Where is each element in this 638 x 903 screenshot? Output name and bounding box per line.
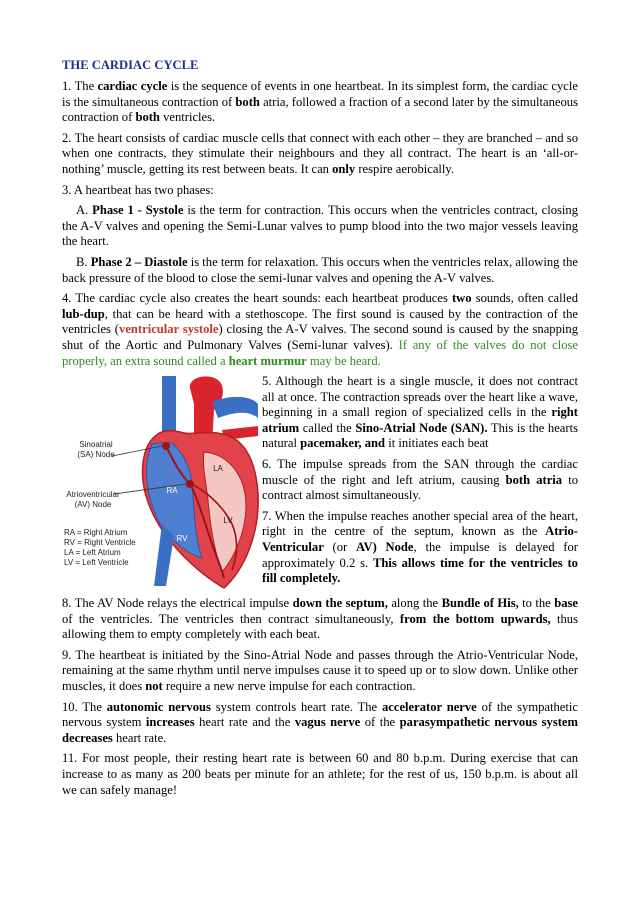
bold-text: base <box>554 596 578 611</box>
paragraph-8 <box>62 596 578 643</box>
av-node-marker <box>186 480 194 488</box>
text: heart rate. <box>112 730 167 745</box>
ra-label: RA <box>166 486 178 496</box>
bold-text: right atrium <box>262 405 578 435</box>
bold-text: Bundle of His, <box>441 596 519 611</box>
bold-text: not <box>145 679 163 694</box>
label-line: (AV) Node <box>74 500 112 510</box>
text: of the ventricles. The ventricles then contract simultaneously, <box>62 611 400 626</box>
bold-text: autonomic nervous <box>106 699 211 714</box>
green-bold-text: heart murmur <box>228 353 307 368</box>
text: 10. The <box>62 699 107 714</box>
figure-row <box>62 374 578 592</box>
paragraph-9 <box>62 648 578 695</box>
av-node-label <box>62 490 124 510</box>
text: 4. The cardiac cycle also creates the heart sounds: each heartbeat produces <box>62 291 452 306</box>
label-line: Sinoatrial <box>79 440 113 450</box>
text: of the <box>360 715 400 730</box>
label-line: Atrioventricular <box>66 490 120 500</box>
text: is the term for relaxation. This occurs when the ventricles relax, allowing the back pressure of the blood to close the semi-lunar valves and opening the A-V valves. <box>62 254 579 285</box>
text: to contract almost simultaneously. <box>262 472 578 503</box>
paragraph-3: 3. A heartbeat has two phases: <box>62 182 214 197</box>
bold-text: and <box>364 436 386 451</box>
text: require a new nerve impulse for each contraction. <box>162 679 416 694</box>
text: is the term for contraction. This occurs when the ventricles contract, closing the A-V valves and opening the Semi-Lunar valves to pump blood into the two major vessels leaving the heart. <box>62 203 579 249</box>
paragraph-1 <box>62 79 578 126</box>
pulmonary-artery <box>212 397 258 418</box>
document-title: THE CARDIAC CYCLE <box>62 58 199 72</box>
paragraph-2 <box>62 131 578 178</box>
sa-node-label <box>66 440 126 460</box>
text: , the impulse is delayed for approximately 0.2 s. <box>262 540 578 570</box>
text: thus allowing them to empty completely with each beat. <box>62 611 578 642</box>
bold-text: down the septum, <box>292 596 388 611</box>
text: 6. The impulse spreads from the SAN through the cardiac muscle of the right and left atrium, causing <box>262 457 578 487</box>
text: heart rate and the <box>194 715 295 730</box>
rv-label: RV <box>176 534 188 544</box>
bold-text: AV) Node <box>356 540 414 555</box>
paragraph-10 <box>62 700 578 747</box>
heart-diagram <box>62 374 262 592</box>
text: 5. Although the heart is a single muscle, it does not contract all at once. The contraction spreads over the heart like a wave, beginning in a small region of specialized cells in the <box>262 374 578 420</box>
figure-side-text <box>262 374 578 592</box>
legend-item: LV = Left Ventricle <box>64 558 129 568</box>
sa-node-marker <box>162 442 170 450</box>
bold-text: cardiac cycle <box>97 79 168 93</box>
bold-text: accelerator nerve <box>381 699 477 714</box>
chamber-legend <box>64 528 148 568</box>
text: 7. When the impulse reaches another special area of the heart, right in the centre of the septum, known as the <box>262 508 578 539</box>
bold-text: both atria <box>505 472 563 487</box>
paragraph-phase-2 <box>62 255 578 286</box>
text: ) closing the A-V valves. The second sound is caused by the snapping shut of the Aortic and Pulmonary Valves (Semi-lunar valves). <box>62 322 578 352</box>
bold-text: parasympathetic nervous system decreases <box>62 715 578 745</box>
legend-item: RV = Right Ventricle <box>64 538 136 548</box>
text: This is the hearts natural <box>262 420 578 451</box>
lv-label: LV <box>223 516 233 526</box>
text: to the <box>518 596 555 611</box>
bold-text: both <box>235 94 260 109</box>
text: is the sequence of events in one heartbeat. In its simplest form, the cardiac cycle is the simultaneous contraction of <box>62 79 578 109</box>
red-highlight-text: ventricular systole <box>119 322 219 337</box>
text: of the sympathetic nervous system <box>62 699 578 730</box>
text: 2. The heart consists of cardiac muscle cells that connect with each other – they are branched – and so when one contracts, they stimulate their neighbours and they all contract. The heart is an ‘all-or-nothing’ muscle, getting its rest between beats. It can <box>62 130 578 176</box>
text: A. <box>76 203 93 218</box>
text: 8. The AV Node relays the electrical impulse <box>62 596 293 611</box>
text: B. <box>76 254 91 269</box>
text: 1. The <box>62 79 98 93</box>
text: , that can be heard with a stethoscope. The first sound is caused by the contraction of the ventricles ( <box>62 306 578 337</box>
paragraph-phase-1 <box>62 203 578 250</box>
bold-text: vagus nerve <box>294 715 361 730</box>
bold-text: only <box>332 161 356 176</box>
legend-item: RA = Right Atrium <box>64 528 128 538</box>
paragraph-11: 11. For most people, their resting heart rate is between 60 and 80 b.p.m. During exercise that can increase to as many as 200 beats per minute for an athlete; for the rest of us, 150 b.p.m. is about all we can safely manage! <box>62 751 578 797</box>
text: system controls heart rate. The <box>210 699 382 714</box>
label-line: (SA) Node <box>77 450 115 460</box>
text: along the <box>387 596 442 611</box>
la-label: LA <box>213 464 223 474</box>
bold-text: This allows time for the ventricles to fill completely. <box>262 555 578 586</box>
text: respire aerobically. <box>355 161 455 176</box>
bold-text: Sino-Atrial Node (SAN). <box>355 420 488 435</box>
text: ventricles. <box>159 110 216 125</box>
paragraph-7 <box>262 509 578 587</box>
bold-text: Phase 1 - Systole <box>92 203 184 218</box>
paragraph-5 <box>262 374 578 452</box>
legend-item: LA = Left Atrium <box>64 548 121 558</box>
bold-text: Atrio-Ventricular <box>262 524 578 555</box>
bold-text: pacemaker, <box>300 436 362 451</box>
bold-text: lub-dup <box>62 306 105 321</box>
green-text: If any of the valves do not close properly, an extra sound called a <box>62 337 578 368</box>
bold-text: from the bottom upwards, <box>399 611 551 626</box>
document-page <box>62 58 578 803</box>
text: called the <box>299 420 356 435</box>
text: it initiates each beat <box>385 436 489 451</box>
bold-text: increases <box>145 715 195 730</box>
paragraph-6 <box>262 457 578 504</box>
bold-text: Phase 2 – Diastole <box>90 254 188 269</box>
text: (or <box>323 540 357 555</box>
inferior-vena-cava <box>154 524 174 586</box>
green-text: may be heard. <box>306 353 381 368</box>
superior-vena-cava <box>162 376 176 438</box>
text: 9. The heartbeat is initiated by the Sino-Atrial Node and passes through the Atrio-Ventricular Node, remaining at the same rhythm until nerve impulses cause it to speed up or to slow down. Unlike other muscles, it does <box>62 647 578 694</box>
paragraph-4 <box>62 291 578 369</box>
text: sounds, often called <box>471 291 578 306</box>
bold-text: two <box>451 291 472 306</box>
text: atria, followed a fraction of a second later by the simultaneous contraction of <box>62 94 578 125</box>
bold-text: both <box>135 110 160 125</box>
